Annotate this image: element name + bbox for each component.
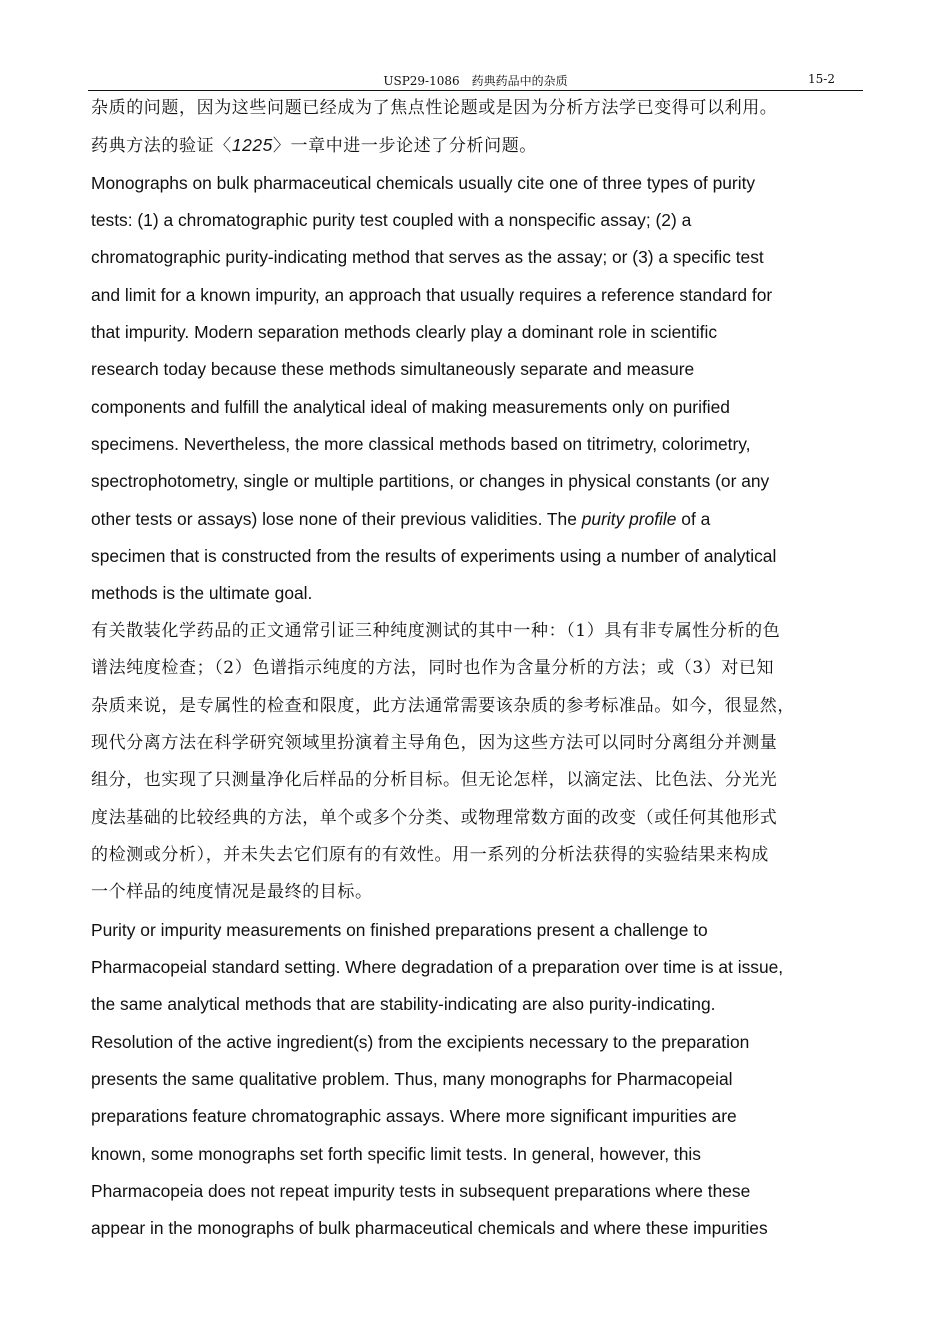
emphasis-term: purity profile [581,508,677,529]
text-line: known, some monographs set forth specific limit tests. In general, however, this [91,1143,701,1164]
text-line: tests: (1) a chromatographic purity test coupled with a nonspecific assay; (2) a [91,210,692,231]
text-line: components and fulfill the analytical ideal of making measurements only on purified [91,396,730,417]
text-line: 度法基础的比较经典的方法，单个或多个分类、或物理常数方面的改变（或任何其他形式 [91,807,778,828]
text-line: specimen that is constructed from the results of experiments using a number of analytical [91,546,777,567]
text-line: that impurity. Modern separation methods clearly play a dominant role in scientific [91,322,718,343]
text-line: 有关散装化学药品的正文通常引证三种纯度测试的其中一种：（1）具有非专属性分析的色 [91,620,781,641]
text-line: methods is the ultimate goal. [91,583,313,604]
text-line: specimens. Nevertheless, the more classical methods based on titrimetry, colorimetry, [91,434,751,455]
text-line: Pharmacopeial standard setting. Where degradation of a preparation over time is at issue, [91,956,784,977]
text-line: 现代分离方法在科学研究领域里扮演着主导角色，因为这些方法可以同时分离组分并测量 [91,732,778,753]
text-line: Monographs on bulk pharmaceutical chemicals usually cite one of three types of purity [91,172,756,193]
page-header [88,72,863,91]
text-line: Pharmacopeia does not repeat impurity tests in subsequent preparations where these [91,1180,751,1201]
text-line: 杂质的问题，因为这些问题已经成为了焦点性论题或是因为分析方法学已变得可以利用。 [91,98,778,118]
header-page-number: 15-2 [808,72,835,86]
text-line: preparations feature chromatographic assays. Where more significant impurities are [91,1106,737,1127]
text-line: Resolution of the active ingredient(s) from the excipients necessary to the preparation [91,1031,750,1052]
header-title: USP29-1086 药典药品中的杂质 [383,74,568,88]
text-line: presents the same qualitative problem. Thus, many monographs for Pharmacopeial [91,1068,733,1089]
text-line: 一个样品的纯度情况是最终的目标。 [91,882,373,903]
text-line: appear in the monographs of bulk pharmaceutical chemicals and where these impurities [91,1218,768,1239]
text-line: spectrophotometry, single or multiple partitions, or changes in physical constants (or any [91,471,770,492]
text-line: and limit for a known impurity, an approach that usually requires a reference standard for [91,284,773,305]
text-line: research today because these methods simultaneously separate and measure [91,359,695,380]
document-body [91,90,861,1248]
text-line: 药典方法的验证〈1225〉一章中进一步论述了分析问题。 [91,135,537,157]
text-line: 的检测或分析），并未失去它们原有的有效性。用一系列的分析法获得的实验结果来构成 [91,844,769,865]
text-line: chromatographic purity-indicating method that serves as the assay; or (3) a specific test [91,247,764,268]
text-line: the same analytical methods that are stability-indicating are also purity-indicating. [91,994,716,1015]
text-line: Purity or impurity measurements on finished preparations present a challenge to [91,919,708,940]
text-line: 杂质来说，是专属性的检查和限度，此方法通常需要该杂质的参考标准品。如今，很显然， [91,695,795,716]
text-line: other tests or assays) lose none of their previous validities. The purity profile of a [91,508,711,529]
text-line: 谱法纯度检查；（2）色谱指示纯度的方法，同时也作为含量分析的方法；或（3）对已知 [91,658,775,679]
chapter-reference: 1225 [231,135,273,156]
text-line: 组分，也实现了只测量净化后样品的分析目标。但无论怎样，以滴定法、比色法、分光光 [91,770,778,791]
